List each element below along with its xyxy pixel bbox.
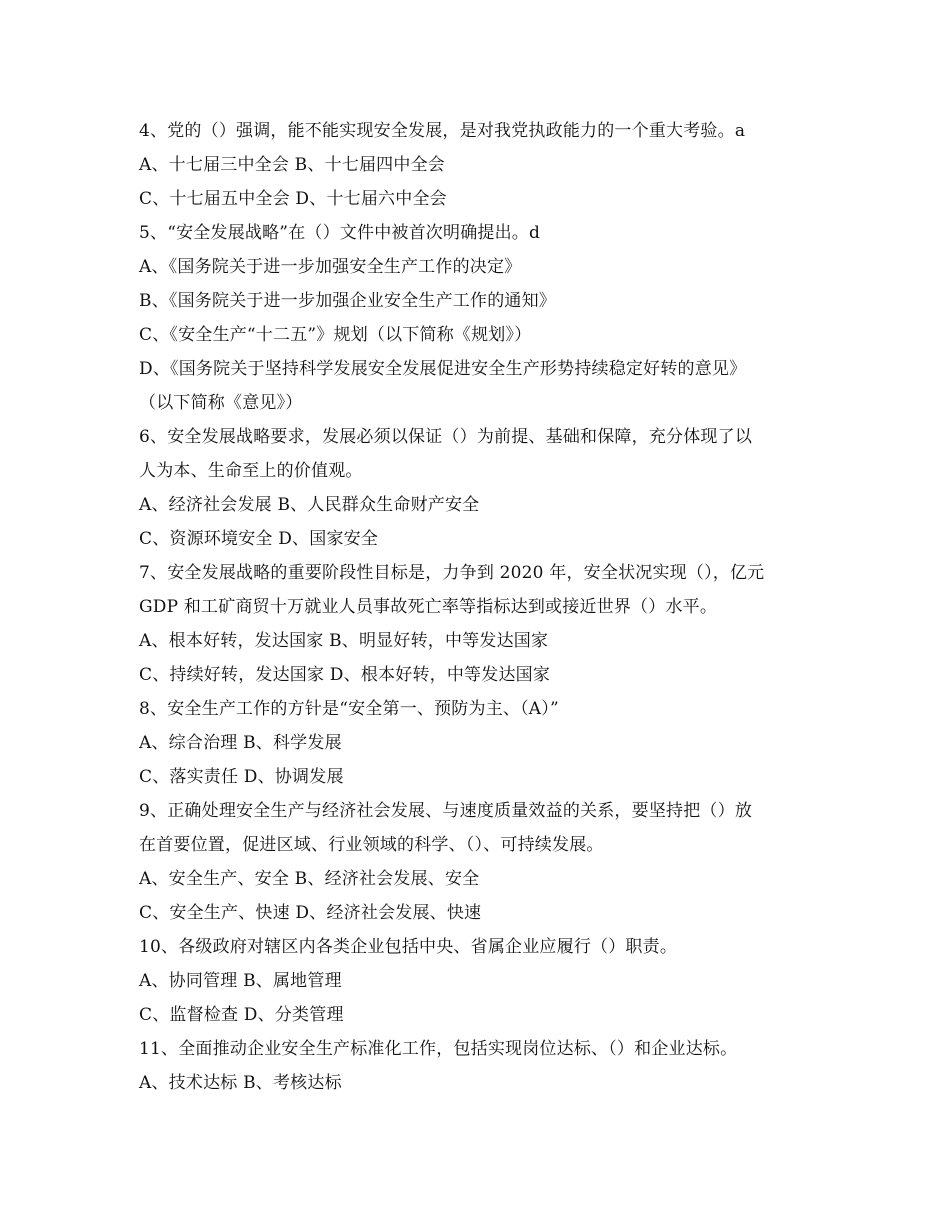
question-10-options-cd: C、监督检查 D、分类管理 <box>139 1005 344 1025</box>
question-9-options-ab: A、安全生产、安全 B、经济社会发展、安全 <box>139 869 480 889</box>
question-5-option-a: A、《国务院关于进一步加强安全生产工作的决定》 <box>139 257 522 277</box>
question-11-options-ab: A、技术达标 B、考核达标 <box>139 1073 342 1093</box>
question-7-options-cd: C、持续好转，发达国家 D、根本好转，中等发达国家 <box>139 665 551 685</box>
question-9-text: 9、正确处理安全生产与经济社会发展、与速度质量效益的关系，要坚持把（）放 <box>139 801 753 821</box>
question-4-options-ab: A、十七届三中全会 B、十七届四中全会 <box>139 155 445 175</box>
question-4-options-cd: C、十七届五中全会 D、十七届六中全会 <box>139 189 447 209</box>
question-8-text: 8、安全生产工作的方针是“安全第一、预防为主、（A）” <box>139 699 559 719</box>
question-6-options-cd: C、资源环境安全 D、国家安全 <box>139 529 379 549</box>
question-8-options-cd: C、落实责任 D、协调发展 <box>139 767 344 787</box>
question-5-text: 5、“安全发展战略”在（）文件中被首次明确提出。d <box>139 223 541 243</box>
question-6-text: 6、安全发展战略要求，发展必须以保证（）为前提、基础和保障，充分体现了以 <box>139 427 753 447</box>
question-5-option-d-continued: （以下简称《意见》） <box>139 393 303 413</box>
question-10-text: 10、各级政府对辖区内各类企业包括中央、省属企业应履行（）职责。 <box>139 937 678 957</box>
question-7-options-ab: A、根本好转，发达国家 B、明显好转，中等发达国家 <box>139 631 549 651</box>
question-6-options-ab: A、经济社会发展 B、人民群众生命财产安全 <box>139 495 480 515</box>
question-9-text-continued: 在首要位置，促进区域、行业领域的科学、（）、可持续发展。 <box>139 835 604 855</box>
question-8-options-ab: A、综合治理 B、科学发展 <box>139 733 342 753</box>
question-5-option-d: D、《国务院关于坚持科学发展安全发展促进安全生产形势持续稳定好转的意见》 <box>139 359 747 379</box>
question-9-options-cd: C、安全生产、快速 D、经济社会发展、快速 <box>139 903 482 923</box>
document-body <box>139 114 829 1100</box>
question-10-options-ab: A、协同管理 B、属地管理 <box>139 971 342 991</box>
question-5-option-c: C、《安全生产“十二五”》规划（以下简称《规划》） <box>139 325 532 345</box>
question-4-text: 4、党的（）强调，能不能实现安全发展，是对我党执政能力的一个重大考验。a <box>139 121 746 141</box>
question-6-text-continued: 人为本、生命至上的价值观。 <box>139 461 363 481</box>
question-7-text-continued: GDP 和工矿商贸十万就业人员事故死亡率等指标达到或接近世界（）水平。 <box>139 597 718 617</box>
question-7-text: 7、安全发展战略的重要阶段性目标是，力争到 2020 年，安全状况实现（），亿元 <box>139 563 765 583</box>
question-5-option-b: B、《国务院关于进一步加强企业安全生产工作的通知》 <box>139 291 556 311</box>
question-11-text: 11、全面推动企业安全生产标准化工作，包括实现岗位达标、（）和企业达标。 <box>139 1039 738 1059</box>
